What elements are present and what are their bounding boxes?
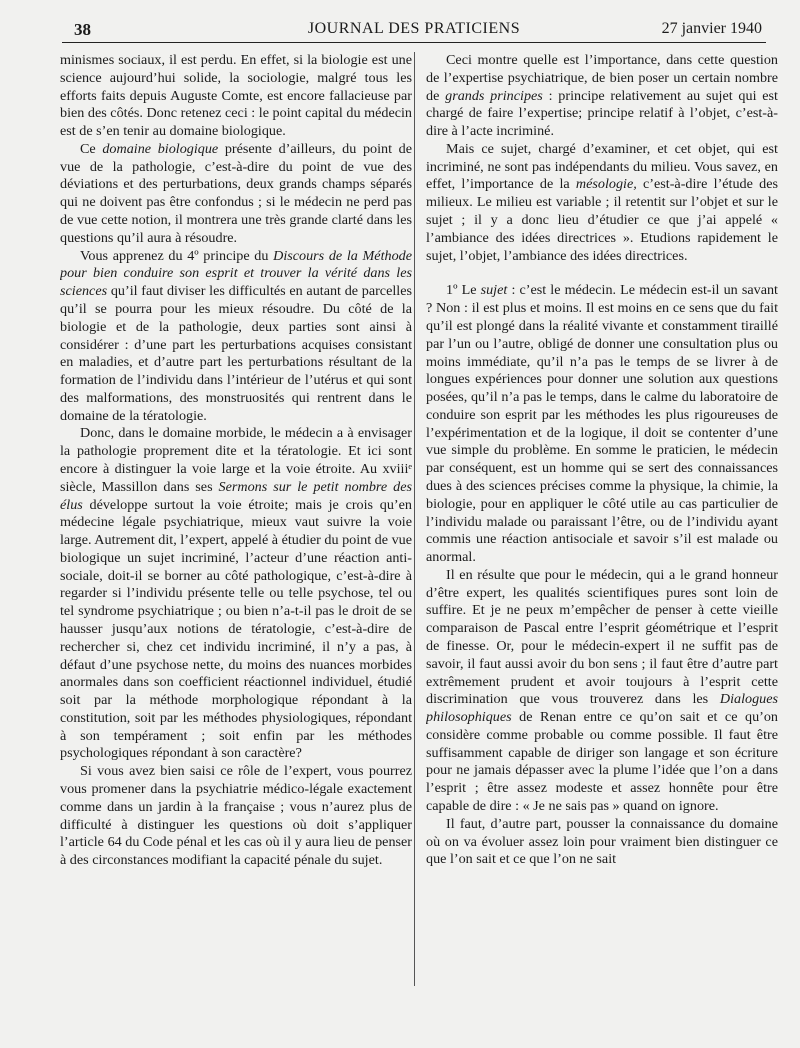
italic-text: sujet: [480, 282, 508, 299]
text-run: Mais ce sujet, chargé d’examiner, et cet objet, qui est incriminé, ne sont pas indépendants du milieu. Vous savez, en effet, l’importance de la: [426, 140, 778, 193]
left-column: [60, 52, 412, 1042]
journal-title: JOURNAL DES PRATICIENS: [307, 20, 521, 37]
italic-text: mésologie,: [575, 176, 637, 193]
page-header: [62, 14, 766, 43]
text-run: développe surtout la voie étroite; mais je crois qu’en médecine légale psychiatrique, mieux vaut suivre la voie large. Autrement dit, l’expert, appelé à étudier du point de vue biologique un sujet incriminé, l’acteur d’une réaction anti-sociale, doit-il se borner au côté pathologique, c’est-à-dire à regarder si l’individu présente telle ou telle psychose, tel ou tel syndrome psychiatrique ; ou bien n’a-t-il pas le droit de se hausser jusqu’aux notions de tératologie, c’est-à-dire de rechercher si, chez cet individu incriminé, il n’y a pas, à défaut d’une psychose nette, du moins des nuances morbides anormales dans son coefficient réactionnel individuel, étudié soit par la méthode morphologique répondant à la constitution, soit par les méthodes physiologiques, répondant à son tempérament ; soit enfin par les méthodes psychologiques répondant à son caractère?: [60, 496, 412, 762]
page-number: 38: [74, 20, 91, 39]
paragraph: [60, 425, 412, 763]
text-run: : c’est le médecin. Le médecin est-il un savant ? Non : il est plus et moins. Il est moins en ce sens que du fait qu’il est plongé dans la réalité vivante et constamment tiraillé par l’un ou l’autre, obligé de donner une consultation plus ou moins immédiate, qu’il n’a pas le temps de se livrer à de longues expériences pour donner une solution aux questions posées, qu’il n’a pas le temps, dans le calme du laboratoire de conduire son esprit par les méthodes les plus rigoureuses de l’expérimentation et de la logique, il doit se contenter d’une vue simple du problème. En somme le praticien, le médecin par conséquent, est un homme qui se sert des connaissances dues à des sciences précises comme la physique, la chimie, la biologie, pour en appliquer le côté utile au cas particulier de l’individu malade ou paraissant l’être, ou de l’individu ayant commis une réaction antisociale et savoir s’il est malade ou anormal.: [426, 282, 778, 566]
paragraph: [426, 567, 778, 816]
paragraph: [426, 282, 778, 567]
text-run: de Renan entre ce qu’on sait et ce qu’on considère comme probable ou comme possible. Il faut être suffisamment capable de diriger son langage et son écriture pour ne jamais dépasser avec la plume l’idée que l’on a dans l’esprit ; être assez modeste et assez honnête pour être capable de dire : « Je ne sais pas » quand on ignore.: [426, 709, 778, 815]
paragraph: [60, 763, 412, 870]
paragraph: [426, 816, 778, 869]
text-run: Si vous avez bien saisi ce rôle de l’expert, vous pourrez vous promener dans la psychiatrie médico-légale exactement comme dans un jardin à la française ; vous n’aurez plus de difficulté à distinguer les questions où doit s’appliquer l’article 64 du Code pénal et les cas où il y aura lieu de penser à des circonstances modifiant la capacité pénale du sujet.: [60, 763, 412, 869]
column-divider: [414, 52, 415, 986]
text-run: 1º Le: [446, 282, 481, 299]
paragraph: [60, 248, 412, 426]
text-run: Il en résulte que pour le médecin, qui a le grand honneur d’être expert, les qualités scientifiques pures sont loin de suffire. Et je ne peux m’empêcher de penser à cette vieille comparaison de Pascal entre l’esprit géométrique et l’esprit de finesse. Or, pour le médecin-expert il ne suffit pas de savoir, il faut aussi avoir du bon sens ; il faut être d’autre part extrêmement prudent et avoir toujours à l’esprit cette discrimination que vous trouverez dans les: [426, 566, 778, 708]
issue-date: 27 janvier 1940: [661, 20, 762, 37]
text-run: Il faut, d’autre part, pousser la connaissance du domaine où on va évoluer assez loin pour vraiment bien distinguer ce que l’on sait et ce que l’on ne sait: [426, 815, 778, 868]
text-run: : principe relativement au sujet qui est chargé de faire l’expertise; principe relatif à l’objet, c’est-à-dire à l’acte incriminé.: [426, 87, 778, 140]
italic-text: Sermons sur le petit nombre des élus: [60, 478, 412, 513]
text-run: Ce: [80, 140, 103, 157]
paragraph: [60, 52, 412, 141]
italic-text: grands principes: [445, 87, 543, 104]
paragraph: [60, 141, 412, 248]
paragraph: [426, 141, 778, 265]
text-run: minismes sociaux, il est perdu. En effet, si la biologie est une science aujourd’hui solide, la sociologie, malgré tous les efforts faits depuis Auguste Comte, est encore fallacieuse par bien des côtés. Donc retenez ceci : le point capital du médecin est de s’en tenir au domaine biologique.: [60, 52, 412, 140]
italic-text: Dialogues philosophiques: [426, 691, 778, 726]
italic-text: Discours de la Méthode pour bien conduire son esprit et trouver la vérité dans les sciences: [60, 247, 412, 300]
paragraph: [426, 52, 778, 141]
text-run: présente d’ailleurs, du point de vue de la pathologie, c’est-à-dire du point de vue des déviations et des perturbations, deux grands champs séparés qui ne doivent pas être confondus ; si le médecin ne perd pas de vue cette notion, il montrera une très grande clarté dans les questions qu’il aura à résoudre.: [60, 140, 412, 246]
text-run: Vous apprenez du 4º principe du: [80, 247, 274, 264]
text-run: Ceci montre quelle est l’importance, dans cette question de l’expertise psychiatrique, de bien poser un certain nombre de: [426, 52, 778, 104]
italic-text: domaine biologique: [102, 140, 219, 157]
right-column: [426, 52, 778, 1042]
text-run: Donc, dans le domaine morbide, le médecin a à envisager la pathologie proprement dite et la tératologie. Et ici sont encore à distinguer la voie large et la voie étroite. Au xviiiᵉ siècle, Massillon dans ses: [60, 425, 412, 495]
text-run: c’est-à-dire l’étude des milieux. Le milieu est variable ; il retentit sur l’objet et sur le sujet ; il y a donc lieu d’étudier ce que j’ai appelé « l’ambiance des idées directrices ». Etudions rapidement le sujet, l’objet, l’ambiance des idées directrices.: [426, 176, 778, 264]
text-run: qu’il faut diviser les difficultés en autant de parcelles qu’il se pourra pour les mieux résoudre. Du côté de la biologie et de la pathologie, deux parties sont ainsi à considérer : d’une part les perturbations acquises consistant en maladies, et d’autre part les perturbations résultant de la formation de l’individu dans l’intérieur de l’utérus et qui sont des malformations, des monstruosités qui rentrent dans le domaine de la tératologie.: [60, 283, 412, 424]
